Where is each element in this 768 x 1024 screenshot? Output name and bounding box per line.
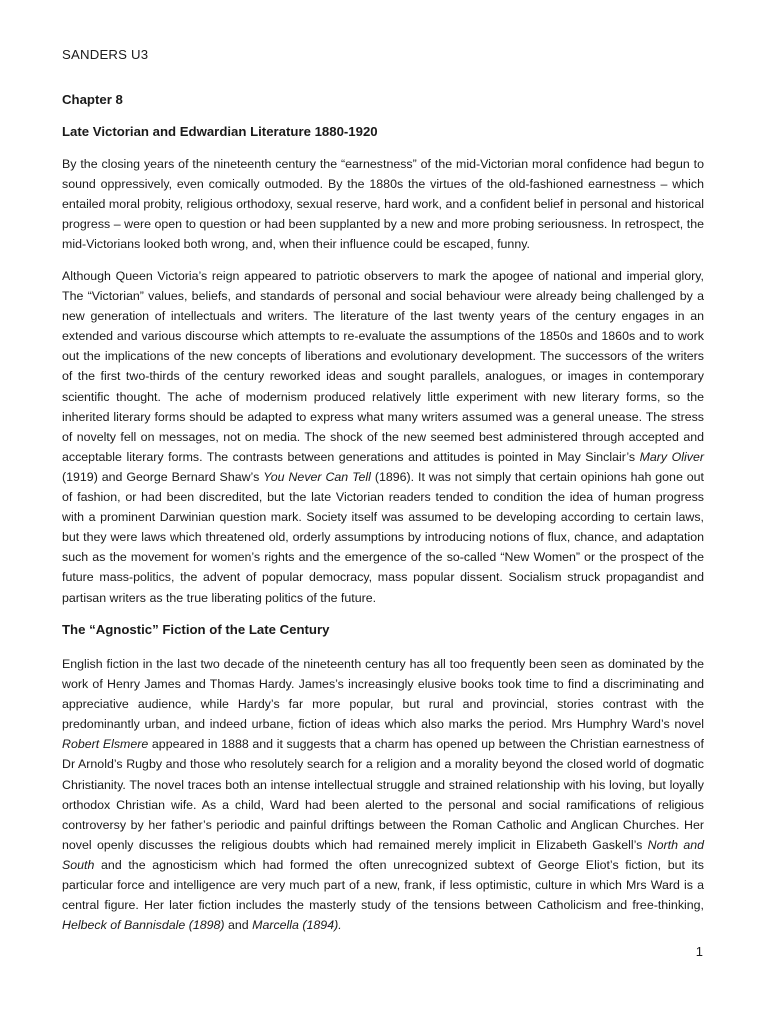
- paragraph-2-text-b: (1919) and George Bernard Shaw’s: [62, 469, 264, 484]
- paragraph-3-text-c: and the agnosticism which had formed the often unrecognized subtext of George Eliot’s fiction, but its particular force and intelligence are very much part of a new, frank, if less optimistic, culture in which Mrs Ward is a central figure. Her later fiction includes the masterly study of the tensions between Catholicism and free-thinking,: [62, 857, 704, 913]
- section-title: Late Victorian and Edwardian Literature 1880-1920: [62, 124, 378, 139]
- paragraph-1: By the closing years of the nineteenth century the “earnestness” of the mid-Victorian moral confidence had begun to sound oppressively, even comically outmoded. By the 1880s the virtues of the old-fashioned earnestness – which entailed moral probity, religious orthodoxy, sexual reserve, hard work, and a confident belief in personal and historical progress – were open to question or had been supplanted by a new and more probing seriousness. In retrospect, the mid-Victorians looked both wrong, and, when their influence could be escaped, funny.: [62, 157, 704, 252]
- book-title-marcella: Marcella (1894).: [252, 918, 342, 933]
- paragraph-3: [62, 654, 704, 935]
- document-header: SANDERS U3: [62, 47, 149, 62]
- subsection-heading: The “Agnostic” Fiction of the Late Century: [62, 622, 330, 637]
- paragraph-3-text-d: and: [224, 918, 253, 933]
- chapter-heading: Chapter 8: [62, 92, 123, 107]
- book-title-you-never-can-tell: You Never Can Tell: [263, 469, 371, 484]
- paragraph-3-text-b: appeared in 1888 and it suggests that a charm has opened up between the Christian earnestness of Dr Arnold’s Rugby and those who resolutely search for a religion and a morality beyond the closed world of dogmatic Christianity. The novel traces both an intense intellectual struggle and strained relationship with his loving, but loyally orthodox Christian wife. As a child, Ward had been alerted to the personal and social ramifications of religious controversy by her father’s periodic and painful driftings between the Roman Catholic and Anglican Churches. Her novel openly discusses the religious doubts which had remained merely implicit in Elizabeth Gaskell’s: [62, 737, 704, 852]
- book-title-robert-elsmere: Robert Elsmere: [62, 737, 149, 752]
- paragraph-2-text-c: (1896). It was not simply that certain opinions hah gone out of fashion, or had been discredited, but the late Victorian readers tended to condition the idea of human progress with a prominent Darwinian question mark. Society itself was assumed to be developing according to certain laws, but they were laws which threatened old, orderly assumptions by introducing notions of flux, chance, and adaptation such as the movement for women’s rights and the emergence of the so-called “New Women” or the prospect of the future mass-politics, the advent of popular democracy, mass popular dissent. Socialism struck propagandist and partisan writers as the true liberating politics of the future.: [62, 469, 704, 605]
- book-title-north-and-south: North and South: [62, 837, 704, 872]
- paragraph-2: [62, 266, 704, 608]
- paragraph-3-text-a: English fiction in the last two decade of the nineteenth century has all too frequently been seen as dominated by the work of Henry James and Thomas Hardy. James’s increasingly elusive books took time to find a discriminating and appreciative audience, while Hardy’s far more popular, but rural and provincial, stories contrast with the predominantly urban, and indeed urbane, fiction of ideas which also marks the period. Mrs Humphry Ward’s novel: [62, 657, 704, 732]
- page-number: 1: [695, 944, 703, 959]
- book-title-helbeck: Helbeck of Bannisdale (1898): [62, 918, 225, 933]
- book-title-mary-oliver: Mary Oliver: [639, 449, 704, 464]
- paragraph-2-text-a: Although Queen Victoria’s reign appeared to patriotic observers to mark the apogee of national and imperial glory, The “Victorian” values, beliefs, and standards of personal and social behaviour were already being challenged by a new generation of intellectuals and writers. The literature of the last twenty years of the century engages in an extended and various discourse which attempts to re-evaluate the assumptions of the 1850s and 1860s and to work out the implications of the new concepts of liberations and evolutionary development. The successors of the writers of the first two-thirds of the century reworked ideas and sought parallels, analogues, or images in contemporary scientific thought. The ache of modernism produced relatively little experiment with new literary forms, so the inherited literary forms should be adapted to express what many writers assumed was a general unease. The stress of novelty fell on messages, not on media. The shock of the new seemed best administered through accepted and acceptable literary forms. The contrasts between generations and attitudes is pointed in May Sinclair’s: [62, 269, 704, 464]
